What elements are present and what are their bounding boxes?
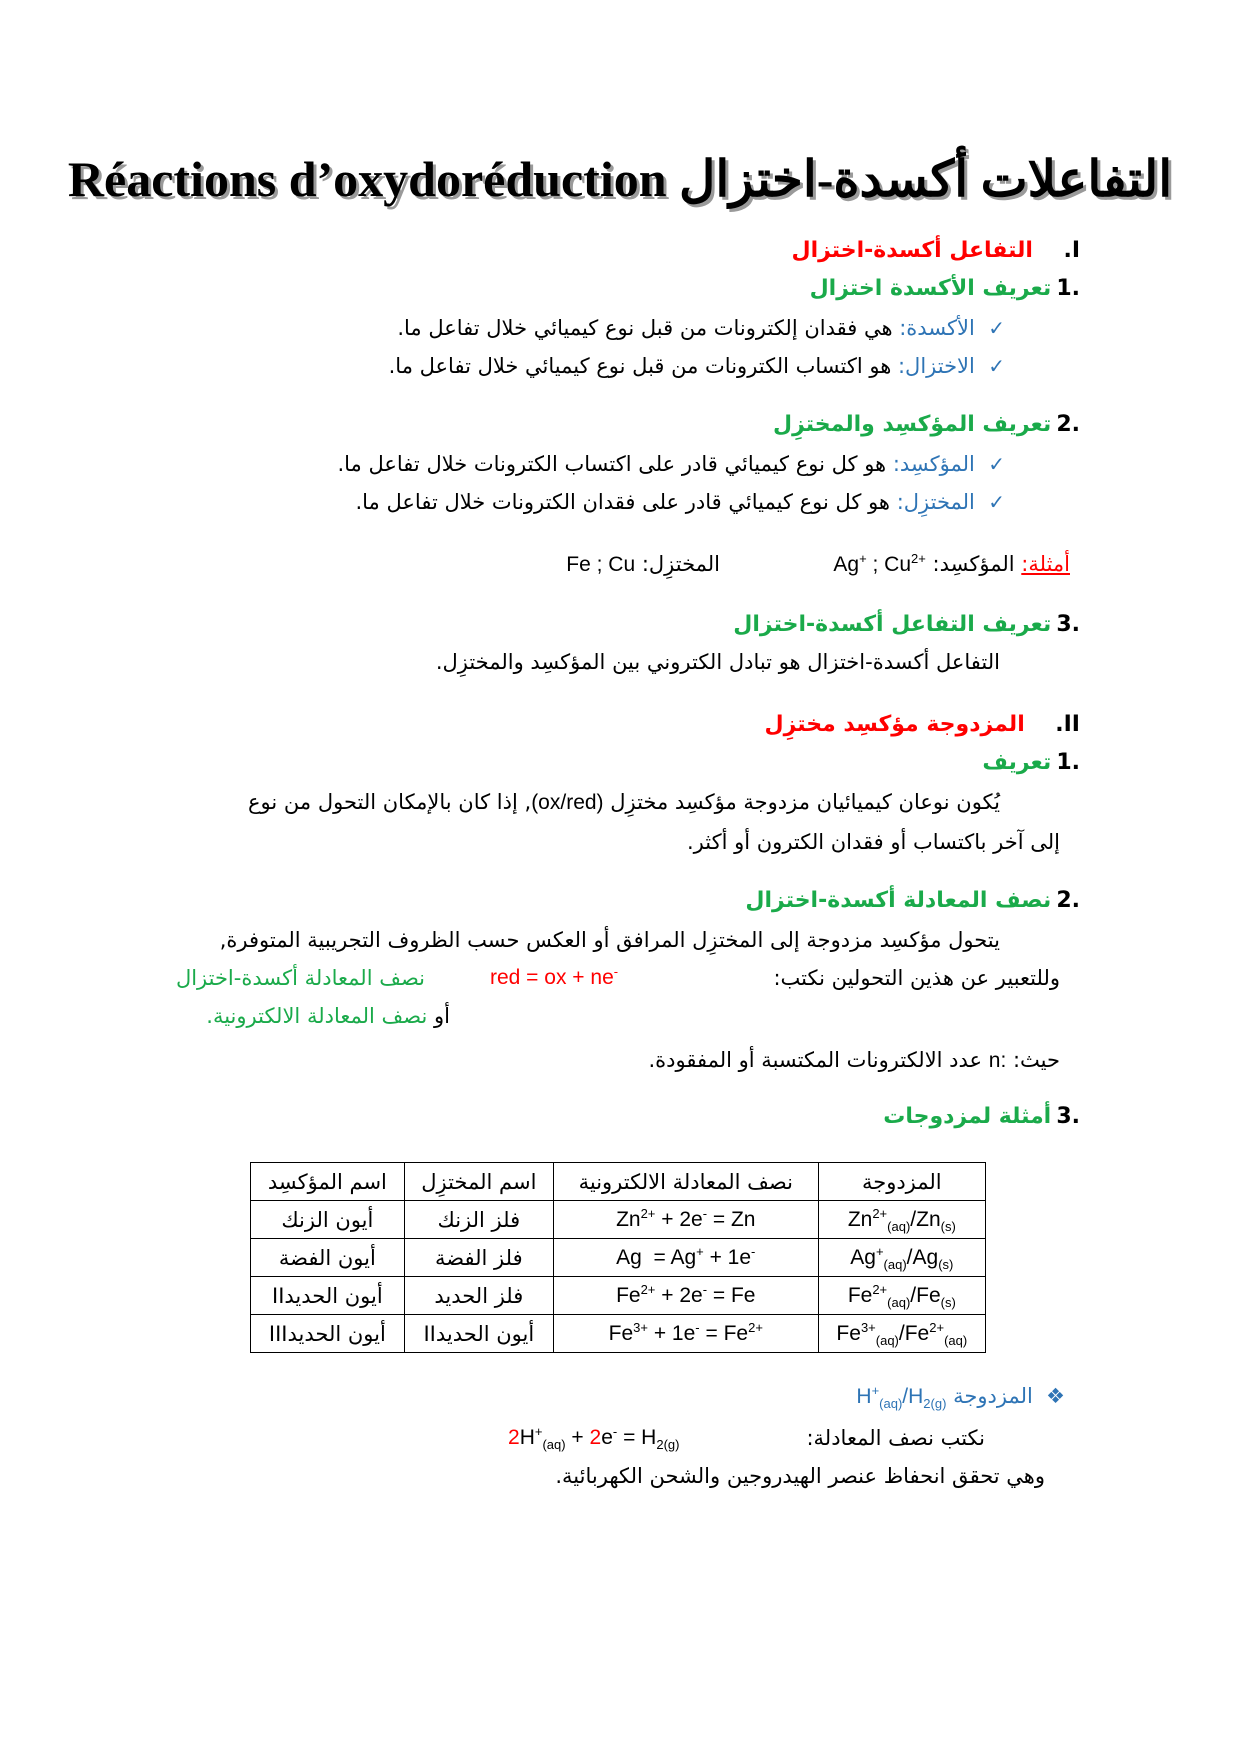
couple-cell: $Zn^{2+}_{(aq)}/Zn_{(s)}$	[818, 1201, 985, 1239]
table-header-row	[251, 1163, 986, 1201]
section-2-heading: II. المزدوجة مؤكسِد مختزِل	[764, 712, 1080, 737]
couple-cell: $Ag^+_{(aq)}/Ag_{(s)}$	[818, 1239, 985, 1277]
diamond-bullet-icon: ❖	[1046, 1384, 1065, 1408]
reduction-definition: ✓ الاختزال: هو اكتساب الكترونات من قبل نوع كيميائي خلال تفاعل ما.	[388, 354, 1005, 378]
table-row: أيون الحديدII فلز الحديد $Fe^{2+} + 2e^- = Fe$ $Fe^{2+}_{(aq)}/Fe_{(s)}$	[251, 1277, 986, 1315]
subsection-2-2-heading: .2 نصف المعادلة أكسدة-اختزال	[745, 888, 1080, 913]
subsection-1-2-heading: .2 تعريف المؤكسِد والمختزِل	[773, 412, 1080, 437]
couple-definition-line2: إلى آخر باكتساب أو فقدان الكترون أو أكثر.	[687, 830, 1060, 854]
half-equation-line2: وللتعبير عن هذين التحولين نكتب:	[773, 966, 1060, 990]
subsection-1-3-heading: .3 تعريف التفاعل أكسدة-اختزال	[733, 612, 1080, 637]
hydrogen-couple-formula: $H^+_{(aq)}/H_{2(g)}$	[856, 1383, 947, 1412]
hydrogen-couple: ❖ المزدوجة $H^+_{(aq)}/H_{2(g)}$	[856, 1383, 1065, 1412]
half-equation-line1: يتحول مؤكسِد مزدوجة إلى المختزِل المرافق أو العكس حسب الظروف التجريبية المتوفرة,	[219, 928, 1000, 952]
couple-cell: $Fe^{3+}_{(aq)}/Fe^{2+}_{(aq)}$	[818, 1315, 985, 1353]
header-half-equation: نصف المعادلة الالكترونية	[553, 1163, 818, 1201]
couples-table	[250, 1162, 986, 1353]
header-oxidant-name: اسم المؤكسِد	[251, 1163, 405, 1201]
couple-cell: $Fe^{2+}_{(aq)}/Fe_{(s)}$	[818, 1277, 985, 1315]
page-title: Réactions d’oxydoréduction التفاعلات أكسدة-اختزال	[67, 151, 1173, 207]
section-1-heading: I. التفاعل أكسدة-اختزال	[791, 238, 1080, 263]
n-definition: حيث: n: عدد الالكترونات المكتسبة أو المفقودة.	[648, 1048, 1060, 1072]
checkmark-icon: ✓	[988, 354, 1005, 378]
subsection-2-3-heading: .3 أمثلة لمزدوجات	[883, 1104, 1080, 1129]
hydrogen-write-label: نكتب نصف المعادلة:	[806, 1426, 985, 1450]
half-equation-cell: Ag = Ag+ + 1e-	[553, 1239, 818, 1277]
header-couple: المزدوجة	[818, 1163, 985, 1201]
half-equation-redox-label: نصف المعادلة أكسدة-اختزال	[175, 966, 425, 990]
hydrogen-conservation: وهي تحقق انحفاظ عنصر الهيدروجين والشحن الكهربائية.	[555, 1464, 1045, 1488]
half-equation-cell: $Fe^{3+} + 1e^- = Fe^{2+}$	[553, 1315, 818, 1353]
half-equation-cell: $Fe^{2+} + 2e^- = Fe$	[553, 1277, 818, 1315]
table-row: أيون الفضة فلز الفضة Ag = Ag+ + 1e- $Ag^+_{(aq)}/Ag_{(s)}$	[251, 1239, 986, 1277]
subsection-1-1-heading: .1 تعريف الأكسدة اختزال	[809, 276, 1080, 301]
oxidant-examples: Ag+ ; $Cu^{2+}$	[833, 551, 926, 576]
reductant-definition: ✓ المختزِل: هو كل نوع كيميائي قادر على فقدان الكترونات خلال تفاعل ما.	[355, 490, 1005, 514]
oxidant-definition: ✓ المؤكسِد: هو كل نوع كيميائي قادر على اكتساب الكترونات خلال تفاعل ما.	[337, 452, 1005, 476]
checkmark-icon: ✓	[988, 316, 1005, 340]
header-reductant-name: اسم المختزِل	[404, 1163, 553, 1201]
checkmark-icon: ✓	[988, 452, 1005, 476]
subsection-2-1-heading: .1 تعريف	[982, 750, 1080, 775]
half-equation-formula: red = ox + ne-	[490, 964, 619, 989]
examples-reductant: المختزِل: Fe ; Cu	[566, 552, 720, 576]
examples-oxidant: أمثلة: المؤكسِد: Ag+ ; $Cu^{2+}$	[833, 551, 1070, 576]
hydrogen-half-equation: $2H^+_{(aq)} + 2e^- = H_{2(g)}$	[508, 1424, 680, 1453]
table-row: أيون الحديدIII أيون الحديدII $Fe^{3+} + 1e^- = Fe^{2+}$ $Fe^{3+}_{(aq)}/Fe^{2+}_{(aq)}$	[251, 1315, 986, 1353]
checkmark-icon: ✓	[988, 490, 1005, 514]
couple-definition-line1: يُكون نوعان كيميائيان مزدوجة مؤكسِد مختزِل (ox/red), إذا كان بالإمكان التحول من نوع	[248, 790, 1000, 814]
oxidation-definition: ✓ الأكسدة: هي فقدان إلكترونات من قبل نوع كيميائي خلال تفاعل ما.	[397, 316, 1005, 340]
table-row: أيون الزنك فلز الزنك $Zn^{2+} + 2e^- = Zn$ $Zn^{2+}_{(aq)}/Zn_{(s)}$	[251, 1201, 986, 1239]
half-equation-cell: $Zn^{2+} + 2e^- = Zn$	[553, 1201, 818, 1239]
redox-reaction-definition: التفاعل أكسدة-اختزال هو تبادل الكتروني بين المؤكسِد والمختزِل.	[435, 650, 1000, 674]
half-equation-alt-label: أو نصف المعادلة الالكترونية.	[206, 1004, 450, 1028]
